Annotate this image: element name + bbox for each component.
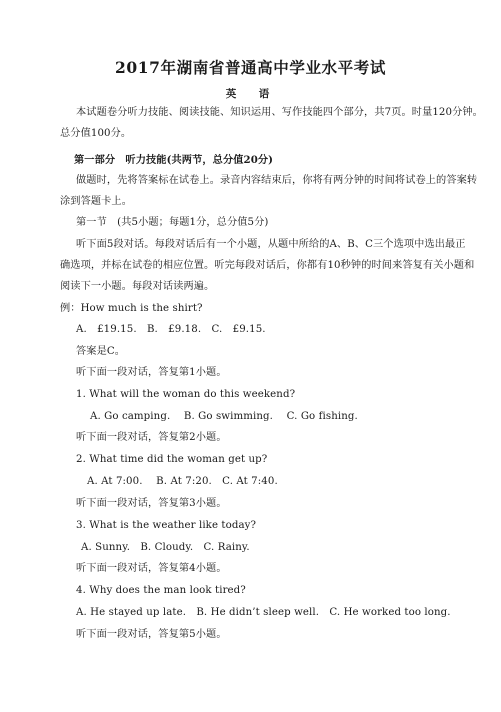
directions-line-2: 确选项，并标在试卷的相应位置。听完每段对话后，你都有10秒钟的时间来答复有关小题和 [60, 260, 475, 271]
question-2: 2. What time did the woman get up? [76, 454, 268, 465]
directions-line-1: 听下面5段对话。每段对话后有一个小题，从题中所给的A、B、C三个选项中选出最正 [76, 239, 466, 250]
question-1-options: A. Go camping. B. Go swimming. C. Go fishing. [90, 411, 358, 422]
section1-heading: 第一节 (共5小题；每题1分，总分值5分) [76, 217, 269, 228]
question-2-options: A. At 7:00. B. At 7:20. C. At 7:40. [87, 476, 278, 487]
listen-instruction-5: 听下面一段对话，答复第5小题。 [76, 629, 227, 640]
intro-line-2: 总分值100分。 [60, 128, 132, 139]
question-1: 1. What will the woman do this weekend? [76, 389, 296, 400]
part1-heading: 第一部分 听力技能(共两节，总分值20分) [74, 154, 274, 166]
question-4-options: A. He stayed up late. B. He didn’t sleep well. C. He worked too long. [76, 607, 451, 618]
listen-instruction-1: 听下面一段对话，答复第1小题。 [76, 367, 227, 378]
question-4: 4. Why does the man look tired? [76, 585, 246, 596]
instruction-line-1: 做题时，先将答案标在试卷上。录音内容结束后，你将有两分钟的时间将试卷上的答案转 [76, 175, 478, 186]
example-options: A. £19.15. B. £9.18. C. £9.15. [76, 324, 266, 335]
question-3-options: A. Sunny. B. Cloudy. C. Rainy. [81, 542, 250, 553]
directions-line-3: 阅读下一小题。每段对话读两遍。 [60, 281, 215, 292]
question-3: 3. What is the weather like today? [76, 520, 257, 531]
exam-title: 2017年湖南省普通高中学业水平考试 [115, 58, 386, 77]
intro-line-1: 本试题卷分听力技能、阅读技能、知识运用、写作技能四个部分，共7页。时量120分钟。 [76, 107, 483, 118]
listen-instruction-4: 听下面一段对话，答复第4小题。 [76, 563, 227, 574]
listen-instruction-3: 听下面一段对话，答复第3小题。 [76, 498, 227, 509]
example-answer: 答案是C。 [76, 346, 126, 357]
listen-instruction-2: 听下面一段对话，答复第2小题。 [76, 432, 227, 443]
subject-heading: 英 语 [225, 88, 276, 100]
example-question: 例：How much is the shirt? [60, 303, 203, 314]
instruction-line-2: 涂到答题卡上。 [60, 196, 133, 207]
